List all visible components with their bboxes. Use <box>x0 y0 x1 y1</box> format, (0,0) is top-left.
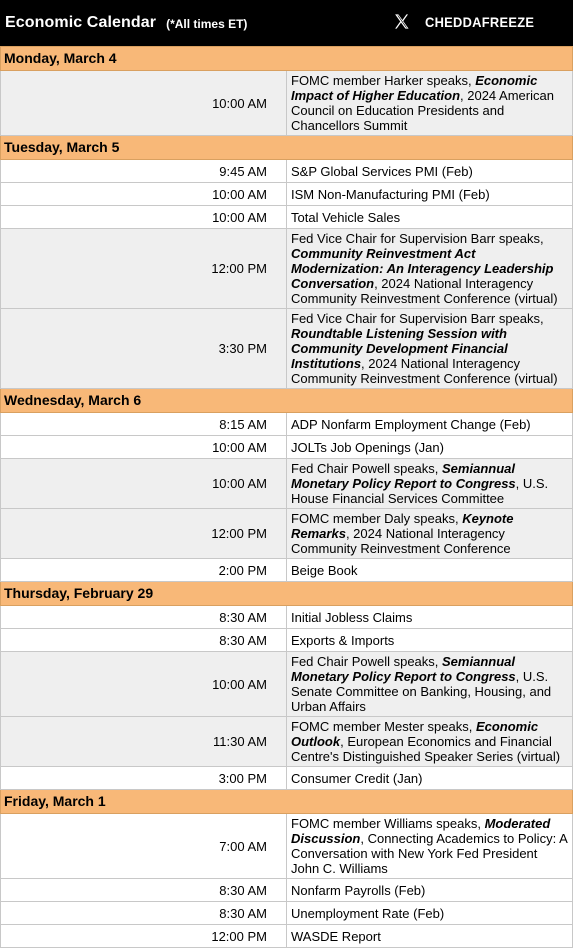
event-row <box>1 652 573 717</box>
event-row <box>1 413 573 436</box>
event-text: Fed Chair Powell speaks, <box>291 461 443 476</box>
event-row <box>1 160 573 183</box>
event-description <box>287 509 573 559</box>
event-title: Economic Outlook <box>291 719 539 749</box>
event-row <box>1 309 573 389</box>
event-row <box>1 559 573 582</box>
calendar-header <box>0 0 573 46</box>
event-row <box>1 902 573 925</box>
event-time: 3:30 PM <box>1 309 287 389</box>
event-time: 8:30 AM <box>1 902 287 925</box>
event-time: 3:00 PM <box>1 767 287 790</box>
event-text: FOMC member Harker speaks, <box>291 73 476 88</box>
event-time: 10:00 AM <box>1 652 287 717</box>
event-time: 10:00 AM <box>1 183 287 206</box>
event-text: , Connecting Academics to Policy: A Conversation with New York Fed President John C. Williams <box>291 831 568 876</box>
day-header <box>1 136 573 160</box>
event-text: , U.S. Senate Committee on Banking, Housing, and Urban Affairs <box>291 669 552 714</box>
event-description <box>287 606 573 629</box>
day-label: Friday, March 1 <box>1 790 573 814</box>
event-row <box>1 879 573 902</box>
event-time: 12:00 PM <box>1 229 287 309</box>
event-text: Fed Vice Chair for Supervision Barr speaks, <box>291 231 544 246</box>
event-description <box>287 717 573 767</box>
event-description <box>287 183 573 206</box>
event-time: 10:00 AM <box>1 436 287 459</box>
event-description <box>287 902 573 925</box>
event-row <box>1 814 573 879</box>
event-description <box>287 767 573 790</box>
event-row <box>1 183 573 206</box>
event-description <box>287 160 573 183</box>
day-header <box>1 389 573 413</box>
event-title: Roundtable Listening Session with Community Development Financial Institutions <box>291 326 508 371</box>
event-time: 8:30 AM <box>1 629 287 652</box>
event-row <box>1 436 573 459</box>
event-text: Consumer Credit (Jan) <box>291 770 423 786</box>
event-time: 10:00 AM <box>1 71 287 136</box>
event-row <box>1 925 573 948</box>
event-title: Keynote Remarks <box>291 511 514 541</box>
event-title: Community Reinvestment Act Modernization: An Interagency Leadership Conversation <box>291 246 554 291</box>
event-description <box>287 629 573 652</box>
day-label: Wednesday, March 6 <box>1 389 573 413</box>
event-text: ADP Nonfarm Employment Change (Feb) <box>291 416 531 432</box>
event-title: Economic Impact of Higher Education <box>291 73 538 103</box>
event-time: 7:00 AM <box>1 814 287 879</box>
event-text: WASDE Report <box>291 928 381 944</box>
event-row <box>1 606 573 629</box>
event-text: , European Economics and Financial Centre's Distinguished Speaker Series (virtual) <box>291 734 561 764</box>
day-header <box>1 47 573 71</box>
event-row <box>1 206 573 229</box>
event-text: FOMC member Mester speaks, <box>291 719 476 734</box>
event-row <box>1 629 573 652</box>
day-header <box>1 582 573 606</box>
event-description <box>287 436 573 459</box>
day-label: Thursday, February 29 <box>1 582 573 606</box>
day-label: Tuesday, March 5 <box>1 136 573 160</box>
event-time: 11:30 AM <box>1 717 287 767</box>
event-text: Total Vehicle Sales <box>291 209 401 225</box>
event-text: Exports & Imports <box>291 632 395 648</box>
event-time: 10:00 AM <box>1 206 287 229</box>
event-description <box>287 559 573 582</box>
event-text: , U.S. House Financial Services Committee <box>291 476 549 506</box>
event-text: , 2024 American Council on Education Presidents and Chancellors Summit <box>291 88 554 133</box>
event-time: 8:30 AM <box>1 879 287 902</box>
event-time: 12:00 PM <box>1 509 287 559</box>
event-row <box>1 71 573 136</box>
event-text: Beige Book <box>291 562 358 578</box>
event-description <box>287 459 573 509</box>
event-text: S&P Global Services PMI (Feb) <box>291 163 473 179</box>
event-title: Moderated Discussion <box>291 816 551 846</box>
event-time: 2:00 PM <box>1 559 287 582</box>
event-description <box>287 413 573 436</box>
event-text: FOMC member Daly speaks, <box>291 511 463 526</box>
event-description <box>287 71 573 136</box>
day-label: Monday, March 4 <box>1 47 573 71</box>
event-description <box>287 206 573 229</box>
event-text: Nonfarm Payrolls (Feb) <box>291 882 426 898</box>
event-description <box>287 925 573 948</box>
event-time: 8:15 AM <box>1 413 287 436</box>
calendar-table <box>0 46 573 948</box>
brand-handle: CHEDDAFREEZE <box>425 13 535 30</box>
event-text: Unemployment Rate (Feb) <box>291 905 445 921</box>
event-text: ISM Non-Manufacturing PMI (Feb) <box>291 186 490 202</box>
event-time: 12:00 PM <box>1 925 287 948</box>
event-text: Initial Jobless Claims <box>291 609 413 625</box>
event-text: JOLTs Job Openings (Jan) <box>291 439 444 455</box>
event-time: 8:30 AM <box>1 606 287 629</box>
x-logo-icon <box>393 13 410 30</box>
event-title: Semiannual Monetary Policy Report to Congress <box>291 461 516 491</box>
event-text: , 2024 National Interagency Community Reinvestment Conference (virtual) <box>291 276 558 306</box>
event-row <box>1 767 573 790</box>
brand <box>393 13 544 30</box>
event-text: Fed Vice Chair for Supervision Barr speaks, <box>291 311 544 326</box>
event-row <box>1 717 573 767</box>
timezone-note: (*All times ET) <box>166 17 248 31</box>
event-time: 10:00 AM <box>1 459 287 509</box>
event-title: Semiannual Monetary Policy Report to Congress <box>291 654 516 684</box>
event-description <box>287 309 573 389</box>
event-row <box>1 459 573 509</box>
event-description <box>287 879 573 902</box>
event-text: Fed Chair Powell speaks, <box>291 654 443 669</box>
page-title: Economic Calendar <box>5 14 157 31</box>
event-time: 9:45 AM <box>1 160 287 183</box>
event-row <box>1 229 573 309</box>
event-description <box>287 652 573 717</box>
event-description <box>287 814 573 879</box>
event-text: , 2024 National Interagency Community Reinvestment Conference (virtual) <box>291 356 558 386</box>
event-text: , 2024 National Interagency Community Reinvestment Conference <box>291 526 511 556</box>
event-row <box>1 509 573 559</box>
day-header <box>1 790 573 814</box>
event-description <box>287 229 573 309</box>
calendar-body <box>1 47 573 948</box>
event-text: FOMC member Williams speaks, <box>291 816 485 831</box>
